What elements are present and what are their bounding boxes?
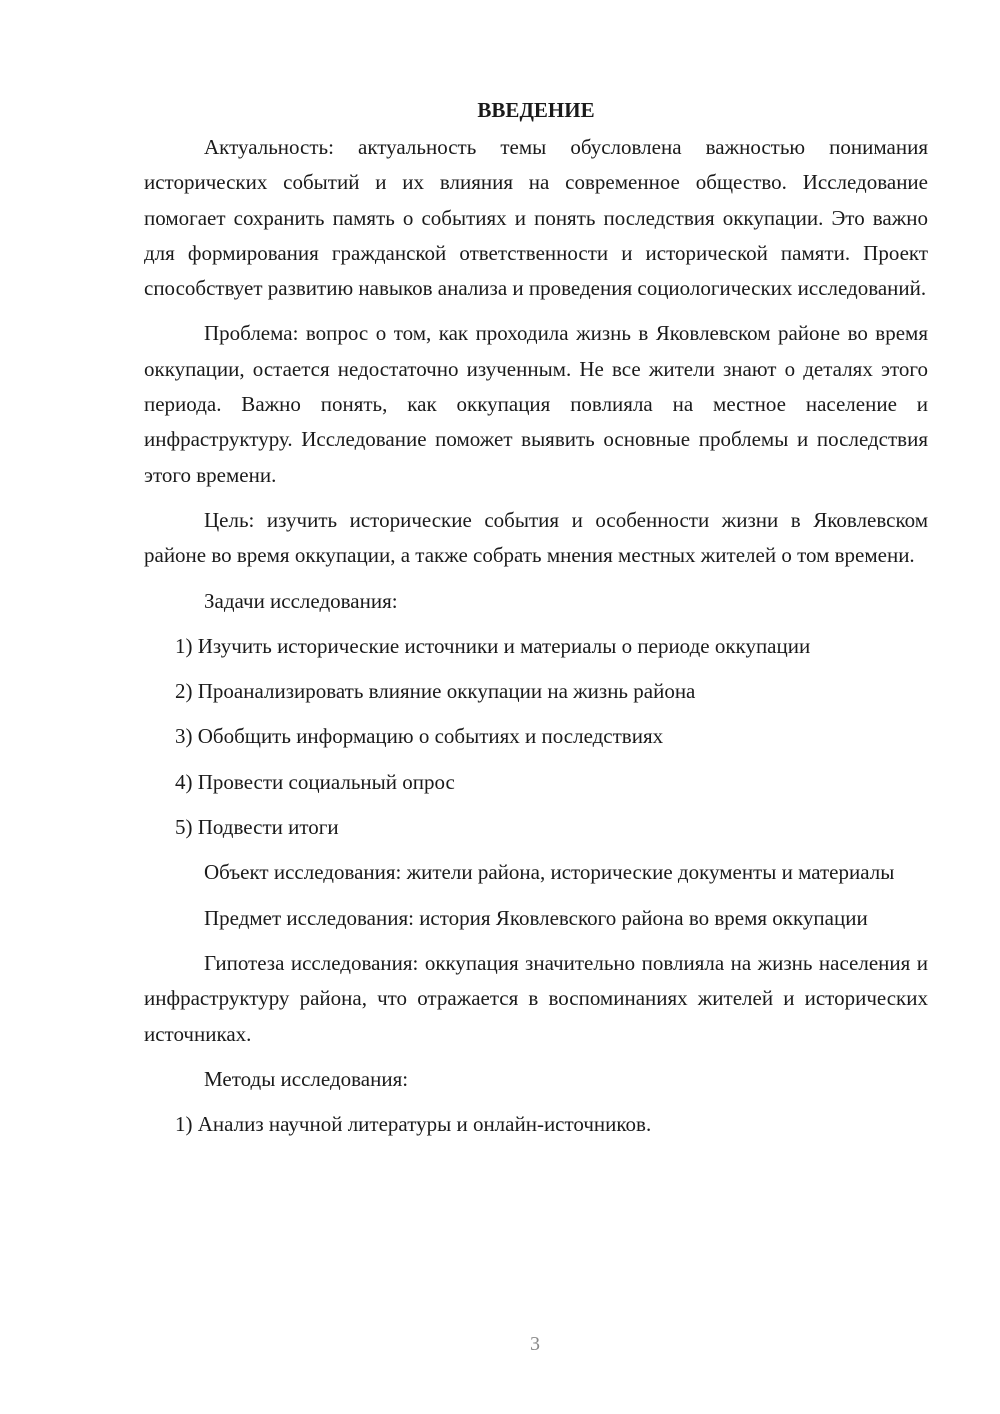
list-item: 2) Проанализировать влияние оккупации на жизнь района: [175, 679, 696, 704]
section-heading: ВВЕДЕНИЕ: [477, 98, 595, 122]
paragraph-object: Объект исследования: жители района, исторические документы и материалы: [204, 860, 895, 885]
list-item: 4) Провести социальный опрос: [175, 769, 455, 794]
methods-list: [144, 1107, 928, 1142]
paragraph-hypothesis: Гипотеза исследования: оккупация значительно повлияла на жизнь населения и инфраструктуру района, что отражается в воспоминаниях жителей и исторических источниках.: [144, 950, 928, 1046]
tasks-title: Задачи исследования:: [204, 588, 398, 613]
paragraph-problem: Проблема: вопрос о том, как проходила жизнь в Яковлевском районе во время оккупации, остается недостаточно изученным. Не все жители знают о деталях этого периода. Важно понять, как оккупация повлияла на местное население и инфраструктуру. Исследование поможет выявить основные проблемы и последствия этого времени.: [144, 321, 928, 487]
list-item: 3) Обобщить информацию о событиях и последствиях: [175, 724, 664, 749]
list-item: 1) Анализ научной литературы и онлайн-источников.: [175, 1112, 652, 1137]
page-number: 3: [530, 1333, 540, 1355]
methods-title: Методы исследования:: [204, 1066, 409, 1091]
tasks-list: [144, 629, 928, 845]
document-page: [144, 92, 928, 1152]
paragraph-goal: Цель: изучить исторические события и особенности жизни в Яковлевском районе во время оккупации, а также собрать мнения местных жителей о том времени.: [144, 507, 928, 568]
list-item: 1) Изучить исторические источники и материалы о периоде оккупации: [175, 633, 811, 658]
paragraph-relevance: Актуальность: актуальность темы обусловлена важностью понимания исторических событий и их влияния на современное общество. Исследование помогает сохранить память о событиях и понять последствия оккупации. Это важно для формирования гражданской ответственности и исторической памяти. Проект способствует развитию навыков анализа и проведения социологических исследований.: [144, 135, 928, 301]
list-item: 5) Подвести итоги: [175, 815, 339, 840]
paragraph-subject: Предмет исследования: история Яковлевского района во время оккупации: [204, 905, 868, 930]
